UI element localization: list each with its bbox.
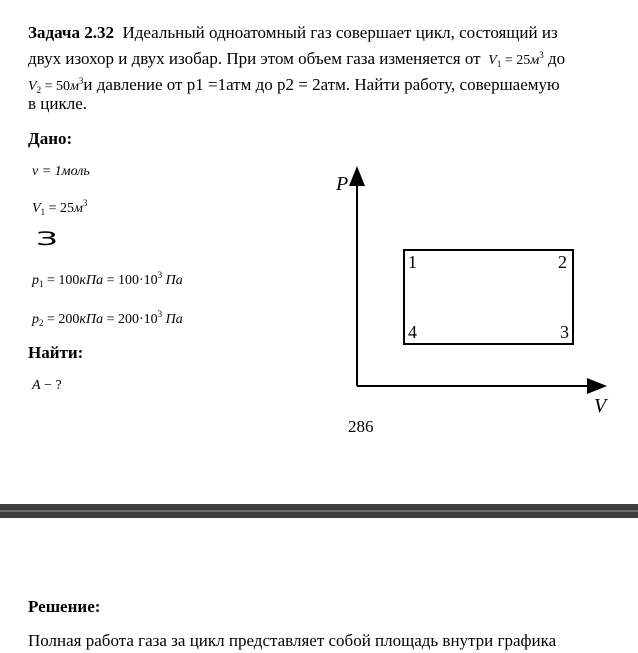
- problem-text-1: Идеальный одноатомный газ совершает цикл, состоящий из: [122, 23, 558, 42]
- problem-text-4: в цикле.: [28, 94, 88, 113]
- corner-label-4: 4: [408, 322, 417, 342]
- pv-diagram: [320, 160, 620, 420]
- page-separator: [0, 504, 638, 518]
- problem-label: Задача 2.32: [28, 23, 114, 42]
- problem-line-1: [28, 22, 558, 44]
- formula-v1: $V_1 = 25м^3$: [488, 50, 544, 69]
- x-axis-label: V: [594, 395, 607, 417]
- problem-text-2: двух изохор и двух изобар. При этом объем газа изменяется от: [28, 49, 481, 68]
- cycle-rectangle: [404, 250, 573, 344]
- given-v1: $V_1 = 25м^3$: [32, 198, 88, 217]
- given-p1: $p_1 = 100кПа = 100\cdot 10^3$ Па: [32, 270, 183, 289]
- solution-text: Полная работа газа за цикл представляет собой площадь внутри графика: [28, 631, 557, 650]
- find-heading: Найти:: [28, 343, 84, 362]
- problem-text-2-end: до: [547, 49, 566, 68]
- problem-line-4: [28, 93, 87, 115]
- page-number: 286: [348, 417, 374, 436]
- problem-text-3: и давление от p1 =1атм до p2 = 2атм. Найти работу, совершаемую: [83, 75, 560, 94]
- given-p2: $p_2 = 200кПа = 200\cdot 10^3$ Па: [32, 309, 183, 328]
- problem-line-3: [28, 70, 560, 101]
- find-expr: A − ?: [32, 378, 62, 393]
- given-nu: ν = 1моль: [32, 164, 90, 179]
- corner-label-2: 2: [558, 252, 567, 272]
- formula-v2: $V_2 = 50м^3$: [28, 76, 84, 95]
- corner-label-3: 3: [560, 322, 569, 342]
- corner-label-1: 1: [408, 252, 417, 272]
- given-heading: Дано:: [28, 129, 73, 148]
- handwritten-scribble: З: [36, 228, 58, 250]
- solution-heading: Решение:: [28, 597, 101, 616]
- y-axis-label: P: [336, 173, 349, 195]
